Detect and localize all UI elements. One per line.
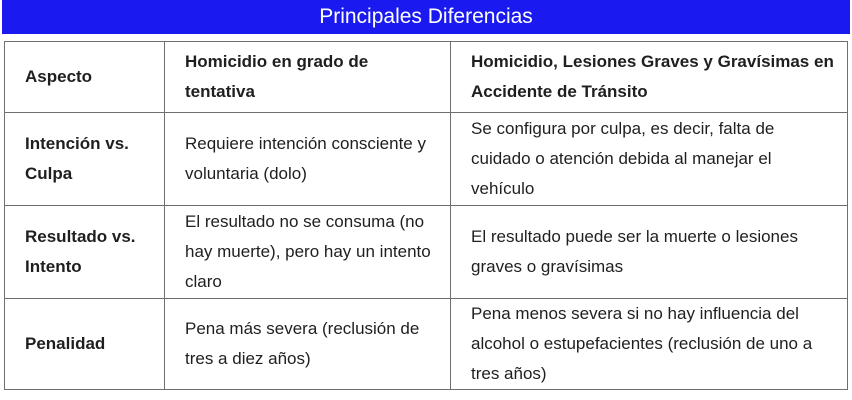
row-tentativa-cell: El resultado no se consuma (no hay muerte), pero hay un intento claro (165, 206, 451, 299)
header-tentativa: Homicidio en grado de tentativa (165, 42, 451, 113)
row-transito-cell: Se configura por culpa, es decir, falta de cuidado o atención debida al manejar el vehículo (451, 113, 848, 206)
comparison-table (4, 41, 848, 390)
row-transito-cell: Pena menos severa si no hay influencia del alcohol o estupefacientes (reclusión de uno a tres años) (451, 299, 848, 390)
row-tentativa-cell: Requiere intención consciente y voluntaria (dolo) (165, 113, 451, 206)
row-aspect-label: Intención vs. Culpa (5, 113, 165, 206)
row-tentativa-cell: Pena más severa (reclusión de tres a diez años) (165, 299, 451, 390)
header-aspecto: Aspecto (5, 42, 165, 113)
row-transito-cell: El resultado puede ser la muerte o lesiones graves o gravísimas (451, 206, 848, 299)
page-title: Principales Diferencias (2, 0, 850, 34)
header-transito: Homicidio, Lesiones Graves y Gravísimas en Accidente de Tránsito (451, 42, 848, 113)
table-row (5, 299, 848, 390)
row-aspect-label: Penalidad (5, 299, 165, 390)
row-aspect-label: Resultado vs. Intento (5, 206, 165, 299)
table-row (5, 113, 848, 206)
table-header-row (5, 42, 848, 113)
table-row (5, 206, 848, 299)
